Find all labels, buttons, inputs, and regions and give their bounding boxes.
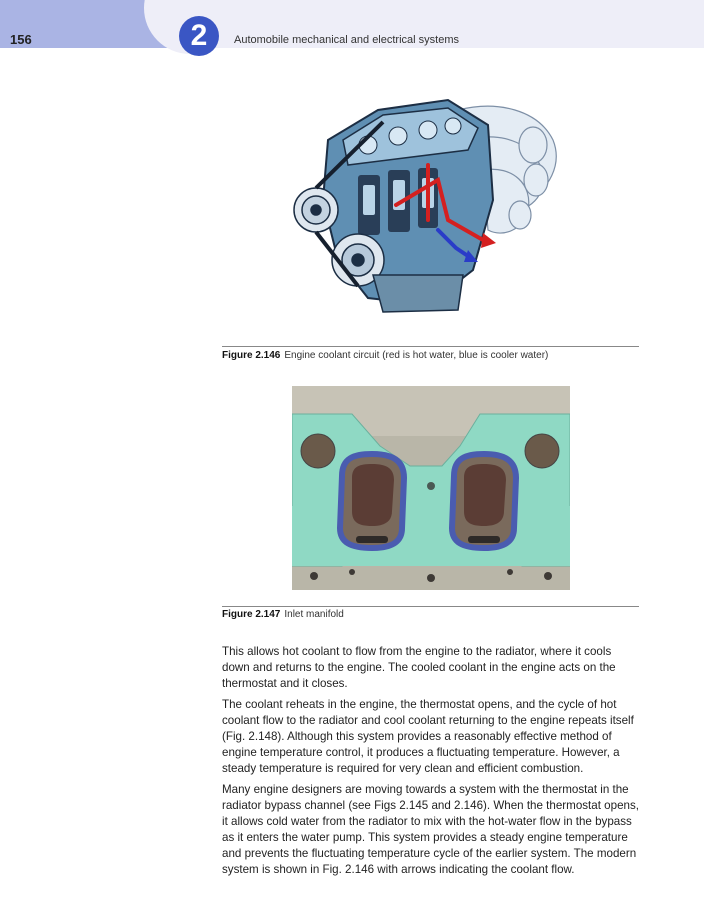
caption-rule — [222, 346, 639, 347]
caption-rule — [222, 606, 639, 607]
figure-caption — [222, 350, 548, 361]
figure-caption-text: Inlet manifold — [284, 609, 344, 620]
engine-coolant-illustration — [288, 70, 570, 332]
figure-label: Figure 2.146 — [222, 350, 281, 361]
paragraph: The coolant reheats in the engine, the thermostat opens, and the cycle of hot coolant flow to the radiator and cool coolant returning to the engine repeats itself (Fig. 2.148). Although this system provides a reasonably effective method of engine temperature control, it produces a fluctuating temperature. However, a steady temperature is required for very clean and efficient combustion. — [222, 698, 634, 775]
figure-caption — [222, 609, 344, 620]
page-number: 156 — [10, 32, 32, 47]
chapter-badge: 2 — [179, 16, 219, 56]
paragraph: Many engine designers are moving towards a system with the thermostat in the radiator bypass channel (see Figs 2.145 and 2.146). When the thermostat opens, it allows cold water from the radiator to mix with the hot-water flow in the bypass as it enters the water pump. This system provides a steady engine temperature and prevents the fluctuating temperature cycle of the earlier system. The modern system is shown in Fig. 2.146 with arrows indicating the coolant flow. — [222, 783, 639, 876]
running-title: Automobile mechanical and electrical systems — [234, 34, 459, 46]
inlet-manifold-photo — [292, 386, 570, 590]
body-text — [222, 644, 640, 883]
figure-caption-text: Engine coolant circuit (red is hot water, blue is cooler water) — [284, 350, 549, 361]
paragraph: This allows hot coolant to flow from the engine to the radiator, where it cools down and returns to the engine. The cooled coolant in the engine acts on the thermostat and it closes. — [222, 645, 616, 690]
figure-label: Figure 2.147 — [222, 609, 281, 620]
